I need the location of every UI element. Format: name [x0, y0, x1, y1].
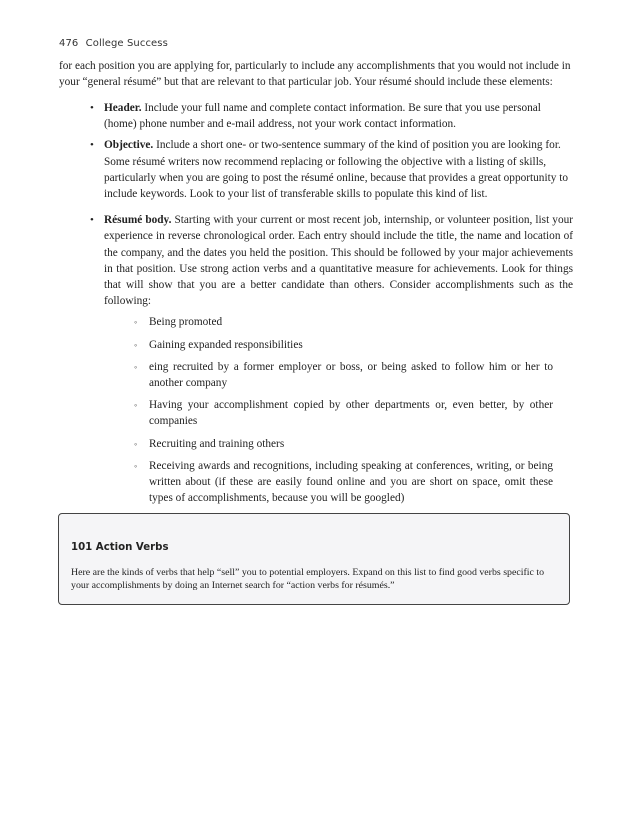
circle-bullet-icon: ◦ — [134, 339, 138, 350]
accomplishment-item: ◦ Being promoted — [104, 314, 573, 330]
accomplishment-item: ◦ Receiving awards and recognitions, including speaking at conferences, writing, or being written about (if these are easily found online and you are short on space, omit these types of accomplishments, because you will be googled) — [134, 459, 553, 505]
circle-bullet-icon: ◦ — [134, 460, 138, 471]
bullet-icon: • — [90, 102, 94, 114]
accomplishment-item: ◦ Having your accomplishment copied by other departments or, even better, by other companies — [134, 399, 553, 428]
circle-bullet-icon: ◦ — [134, 400, 138, 411]
circle-bullet-icon: ◦ — [134, 317, 138, 328]
circle-bullet-icon: ◦ — [134, 361, 138, 372]
running-head — [59, 38, 168, 49]
element-text: Starting with your current or most recent job, internship, or volunteer position, list your experience in reverse chronological order. Each entry should include the title, the name and location of the company, and the dates you held the position. This should be followed by your major achievements in that position. Use strong action verbs and a quantitative measure for achievements. Look for things that will show that you are a better candidate than others. Consider accomplishments such as the following: — [104, 214, 573, 308]
element-text: Include your full name and complete contact information. Be sure that you use personal (home) phone number and e-mail address, not your work contact information. — [104, 102, 541, 131]
list-item-resume-body — [59, 212, 573, 506]
accomplishment-item: ◦ Gaining expanded responsibilities — [104, 337, 573, 353]
element-term: Résumé body. — [104, 214, 172, 227]
list-item-objective — [59, 137, 573, 202]
book-title: College Success — [85, 38, 168, 49]
element-term: Header. — [104, 102, 142, 114]
callout-title: 101 Action Verbs — [71, 542, 169, 553]
accomplishments-list — [104, 314, 573, 506]
callout-body: Here are the kinds of verbs that help “sell” you to potential employers. Expand on this list to find good verbs specific to your accomplishments by doing an Internet search for “action verbs for résumés.” — [71, 567, 545, 591]
intro-paragraph: for each position you are applying for, particularly to include any accomplishments that you would not include in your “general résumé” but that are relevant to that particular job. Your résumé should include these elements: — [59, 60, 571, 89]
accomplishment-item: ◦ eing recruited by a former employer or boss, or being asked to follow him or her to another company — [134, 360, 553, 390]
element-text: Include a short one- or two-sentence summary of the kind of position you are looking for. Some résumé writers now recommend replacing or following the objective with a listing of skills, particularly when you are going to post the résumé online, because that provides a great opportunity to include keywords. Look to your list of transferable skills to populate this kind of list. — [104, 139, 568, 201]
accomplishment-item: ◦ Recruiting and training others — [104, 436, 573, 452]
action-verbs-callout — [58, 513, 570, 605]
page-number: 476 — [59, 38, 79, 49]
list-item-header — [59, 100, 573, 132]
circle-bullet-icon: ◦ — [134, 438, 138, 449]
resume-elements-list — [59, 100, 573, 512]
bullet-icon: • — [90, 139, 94, 152]
element-term: Objective. — [104, 139, 154, 152]
bullet-icon: • — [90, 214, 94, 227]
